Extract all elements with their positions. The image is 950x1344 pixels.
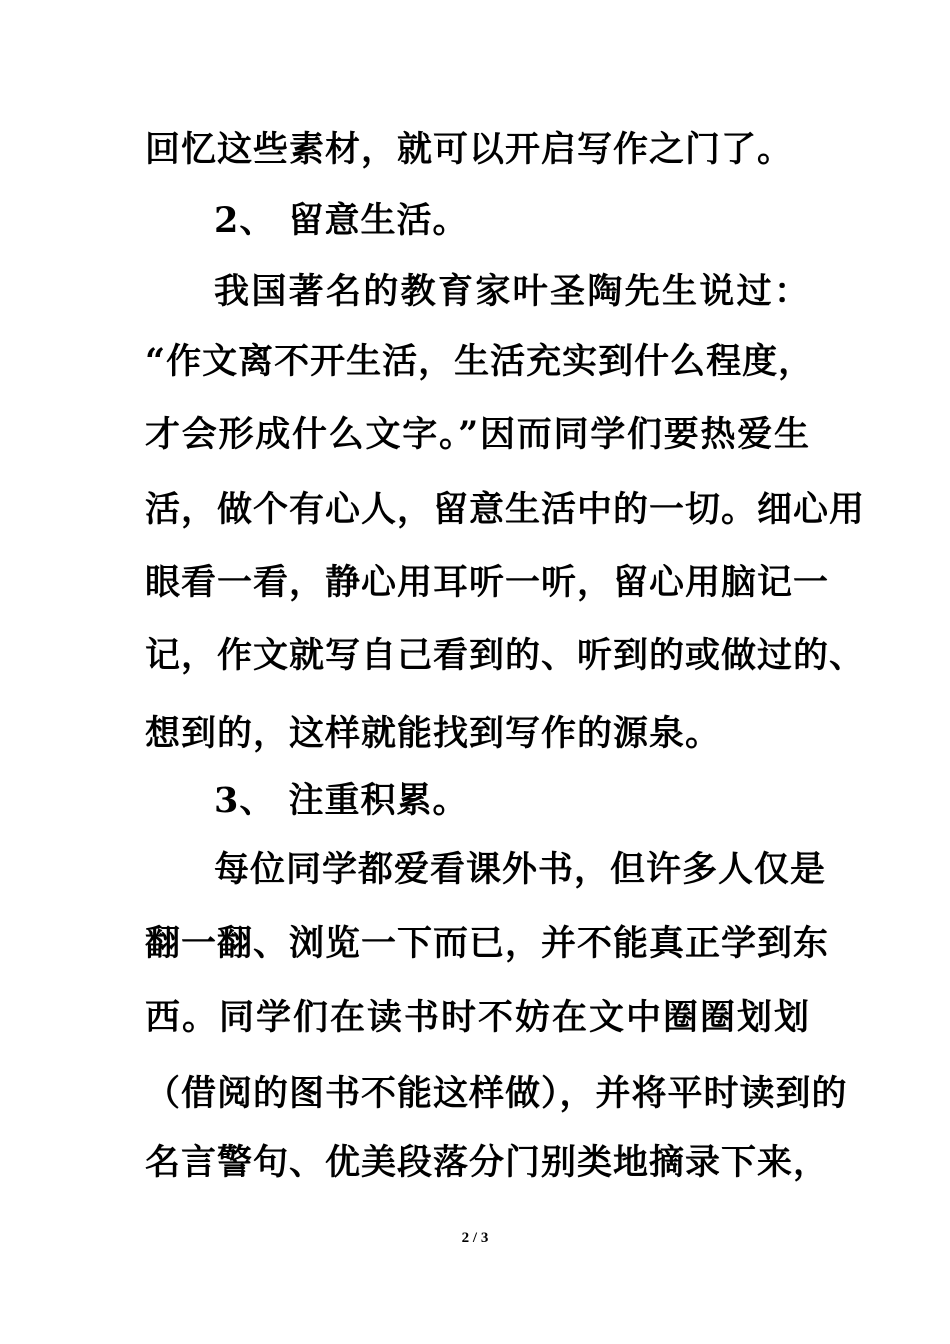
text-line: 想到的，这样就能找到写作的源泉。 <box>145 713 722 754</box>
text-line: 名言警句、优美段落分门别类地摘录下来， <box>145 1142 830 1183</box>
text-line: “作文离不开生活，生活充实到什么程度， <box>145 341 815 382</box>
section-heading: 2、 留意生活。 <box>214 200 469 241</box>
text-line: 记，作文就写自己看到的、听到的或做过的、 <box>145 635 866 676</box>
text-line: 才会形成什么文字。”因而同学们要热爱生 <box>145 414 810 455</box>
text-line: 眼看一看，静心用耳听一听，留心用脑记一 <box>145 562 830 603</box>
text-line: 我国著名的教育家叶圣陶先生说过： <box>214 271 810 312</box>
text-line: 回忆这些素材，就可以开启写作之门了。 <box>145 129 794 170</box>
section-heading: 3、 注重积累。 <box>214 780 469 821</box>
text-line: 西。同学们在读书时不妨在文中圈圈划划 <box>145 997 810 1038</box>
text-line: 活，做个有心人，留意生活中的一切。细心用 <box>145 489 866 530</box>
page-number: 2 / 3 <box>461 1230 489 1246</box>
text-line: （借阅的图书不能这样做），并将平时读到的 <box>145 1073 848 1114</box>
text-line: 翻一翻、浏览一下而已，并不能真正学到东 <box>145 923 830 964</box>
text-line: 每位同学都爱看课外书，但许多人仅是 <box>214 849 827 890</box>
